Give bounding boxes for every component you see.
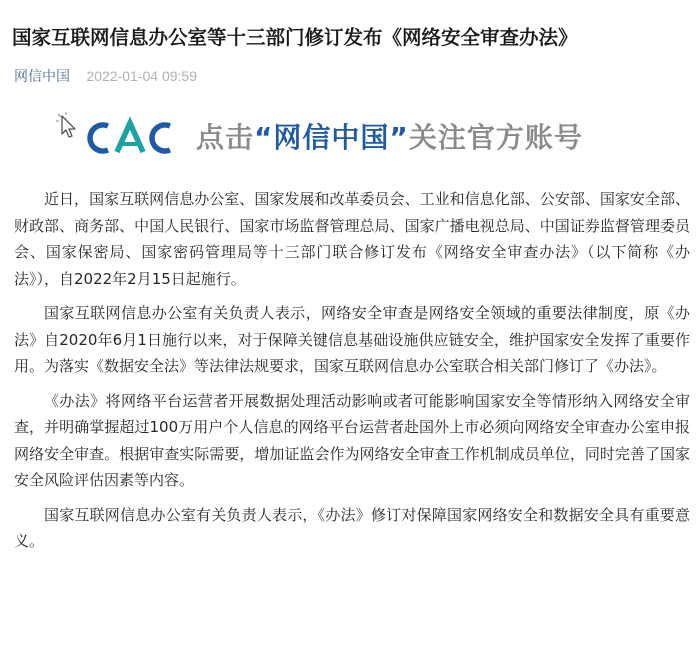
article-paragraph: 近日，国家互联网信息办公室、国家发展和改革委员会、工业和信息化部、公安部、国家安全部、财政部、商务部、中国人民银行、国家市场监督管理总局、国家广播电视总局、中国证券监督管理委员会、国家保密局、国家密码管理局等十三部门联合修订发布《网络安全审查办法》（以下简称《办法》），自2022年2月15日起施行。 — [14, 190, 690, 288]
article-source-link[interactable]: 网信中国 — [14, 69, 70, 85]
banner-suffix: 关注官方账号 — [408, 121, 583, 154]
follow-banner[interactable] — [56, 112, 656, 164]
pointer-cursor-icon — [56, 112, 82, 142]
banner-account-name: “网信中国” — [254, 121, 409, 154]
article-paragraph: 国家互联网信息办公室有关负责人表示，网络安全审查是网络安全领域的重要法律制度，原《办法》自2020年6月1日施行以来，对于保障关键信息基础设施供应链安全，维护国家安全发挥了重要作用。为落实《数据安全法》等法律法规要求，国家互联网信息办公室联合相关部门修订了《办法》。 — [14, 304, 690, 375]
article-paragraph: 《办法》将网络平台运营者开展数据处理活动影响或者可能影响国家安全等情形纳入网络安全审查，并明确掌握超过100万用户个人信息的网络平台运营者赴国外上市必须向网络安全审查办公室申报网络安全审查。根据审查实际需要，增加证监会作为网络安全审查工作机制成员单位，同时完善了国家安全风险评估因素等内容。 — [14, 391, 690, 489]
article-paragraph: 国家互联网信息办公室有关负责人表示，《办法》修订对保障国家网络安全和数据安全具有重要意义。 — [14, 505, 690, 550]
article-meta — [14, 66, 197, 86]
cac-logo — [86, 116, 174, 160]
banner-text — [196, 116, 583, 156]
article-date: 2022-01-04 09:59 — [86, 68, 197, 84]
article-body — [14, 186, 690, 563]
banner-prefix: 点击 — [196, 121, 255, 154]
article-title: 国家互联网信息办公室等十三部门修订发布《网络安全审查办法》 — [12, 26, 578, 49]
